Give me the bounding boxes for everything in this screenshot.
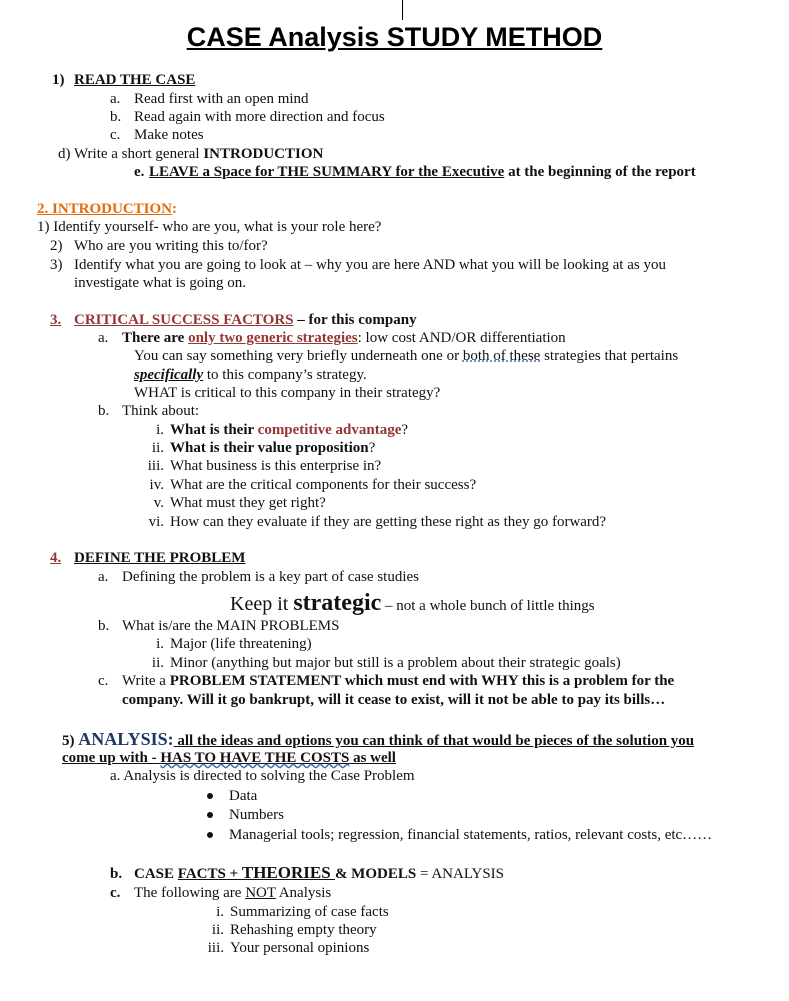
s3-sub-4-text: What must they get right? [170,495,326,511]
s4-a-text: Defining the problem is a key part of case studies [122,569,419,585]
list-item [98,568,419,586]
list-item [188,903,389,921]
list-item [98,617,339,635]
s2-heading: 2. INTRODUCTION [37,201,173,217]
s4-sub-1-marker: ii. [151,655,164,671]
text-cursor [402,0,403,20]
s5-c-not: NOT [245,885,276,901]
s4-sub-0-marker: i. [156,636,164,652]
s3-sub-0-bold: What is their [170,422,258,438]
list-item: Data [229,788,258,804]
s5-c-pre: The following are [134,885,246,901]
bullet-icon [207,812,213,818]
s4-sub-0-text: Major (life threatening) [170,636,312,652]
s3-a-marker: a. [98,330,109,346]
s2-items-1-text: Identify what you are going to look at – why you are here AND what you will be looking at as you [74,257,666,273]
s3-a-rest: : low cost AND/OR differentiation [357,330,566,346]
s5-sub-2-text: Your personal opinions [230,940,370,956]
s4-a-marker: a. [98,569,109,585]
s2-colon: : [172,201,178,217]
s3-a-line2-dotted: both of these [462,348,541,364]
s4-keep-bold: strategic [293,590,382,616]
s3-sub-2-text: What business is this enterprise in? [170,458,382,474]
list-item: Managerial tools; regression, financial statements, ratios, relevant costs, etc…… [229,827,713,843]
list-item [110,108,385,126]
s3-num: 3. [50,312,62,328]
list-item [98,402,199,420]
s4-keep-post: – not a whole bunch of little things [381,598,595,614]
s5-heading: ANALYSIS: [78,729,174,749]
s4-sub-1-text: Minor (anything but major but still is a problem about their strategic goals) [170,655,621,671]
s3-a-line2-pre: You can say something very briefly underneath one or [134,348,463,364]
section-3-heading [50,311,417,329]
list-item [110,90,309,108]
s2-items-0-text: Who are you writing this to/for? [74,238,268,254]
list-item-continuation: WHAT is critical to this company in their strategy? [134,385,441,401]
s3-sub-0-colored: competitive advantage [257,422,402,438]
list-item [128,476,476,494]
s1-num: 1) [52,72,65,88]
s5-line1-rest: all the ideas and options you can think of that would be pieces of the solution you [173,733,695,749]
generic-strategies-link: only two generic strategies [188,330,358,346]
s5-sub-0-marker: i. [216,904,224,920]
s3-sub-1-bold: What is their value proposition [170,440,369,456]
s5-line2-c: as well [349,750,396,766]
s3-sub-1-marker: ii. [151,440,164,456]
s4-c-bold: PROBLEM STATEMENT which must end with WHY this is a problem for the [169,673,675,689]
section-2-heading [37,200,177,218]
s1-items-0-text: Read first with an open mind [134,91,309,107]
s4-heading: DEFINE THE PROBLEM [74,550,246,566]
s5-b-part2: FACTS + [177,866,242,882]
list-item [128,513,606,531]
list-item [128,494,326,512]
list-item [188,921,377,939]
list-item [50,237,268,255]
s1-e-marker: e. [134,164,145,180]
s1-items-2-text: Make notes [134,127,204,143]
s3-sub-4-marker: v. [153,495,164,511]
s3-b-text: Think about: [122,403,200,419]
section-5-heading-continuation [62,749,396,767]
s3-sub-3-marker: iv. [149,477,164,493]
list-item [110,884,331,902]
s3-a-line2-post: strategies that pertains [540,348,679,364]
s1-d-prefix: d) Write a short general [58,146,204,162]
s1-e-rest: at the beginning of the report [504,164,696,180]
s3-sub-2-marker: iii. [147,458,164,474]
list-item [58,145,323,163]
s5-num: 5) [62,733,79,749]
list-item [50,256,666,274]
s5-b-marker: b. [110,866,123,882]
s5-sub-2-marker: iii. [207,940,224,956]
s3-heading-suffix: – for this company [293,312,417,328]
s3-sub-5-text: How can they evaluate if they are getting these right as they go forward? [170,514,607,530]
s5-b-part4: & MODELS [334,866,417,882]
section-1-heading [52,71,195,89]
s3-a-line3-em: specifically [134,367,204,383]
list-item: a. Analysis is directed to solving the Case Problem [110,768,415,784]
s5-sub-1-marker: ii. [211,922,224,938]
list-item [110,126,204,144]
s5-c-post: Analysis [275,885,332,901]
list-item [128,421,408,439]
list-item-continuation [134,366,367,384]
bullet-icon [207,832,213,838]
s4-keep-pre: Keep it [230,593,294,615]
s5-sub-1-text: Rehashing empty theory [230,922,377,938]
list-item [128,457,381,475]
list-item: 1) Identify yourself- who are you, what is your role here? [37,219,382,235]
s4-b-marker: b. [98,618,110,634]
section-4-heading [50,549,245,567]
list-item-continuation: company. Will it go bankrupt, will it cease to exist, will it not be able to pay its bills… [122,692,666,708]
list-item-continuation [134,347,678,365]
s5-b-part5: = ANALYSIS [416,866,505,882]
document-title: CASE Analysis STUDY METHOD [186,22,603,52]
s1-heading: READ THE CASE [74,72,196,88]
s1-items-0-marker: a. [110,91,121,107]
s3-sub-5-marker: vi. [148,514,164,530]
list-item [128,439,375,457]
s2-items-0-marker: 2) [50,238,63,254]
list-item [128,635,312,653]
s4-num: 4. [50,550,62,566]
s3-b-marker: b. [98,403,110,419]
s5-c-marker: c. [110,885,121,901]
list-item [128,654,621,672]
s1-d-bold: INTRODUCTION [203,146,324,162]
s4-b-text: What is/are the MAIN PROBLEMS [122,618,340,634]
s3-a-line3-rest: to this company’s strategy. [203,367,367,383]
s1-e-underlined: LEAVE a Space for THE SUMMARY for the Executive [149,164,505,180]
list-item [98,329,566,347]
s3-a-bold: There are [122,330,189,346]
keep-it-strategic [230,590,595,619]
s4-c-marker: c. [98,673,109,689]
s5-b-part3: THEORIES [241,863,335,882]
s1-items-1-marker: b. [110,109,122,125]
s3-sub-1-rest: ? [368,440,376,456]
s2-items-1-marker: 3) [50,257,63,273]
s3-heading: CRITICAL SUCCESS FACTORS [74,312,294,328]
bullet-icon [207,793,213,799]
list-item [110,864,504,883]
list-item [98,672,674,690]
s5-line2-a: come up with - [62,750,161,766]
s3-sub-3-text: What are the critical components for their success? [170,477,477,493]
list-item-continuation: investigate what is going on. [74,275,247,291]
s1-items-1-text: Read again with more direction and focus [134,109,385,125]
list-item [188,939,369,957]
s3-sub-0-rest: ? [401,422,409,438]
s4-c-pre: Write a [122,673,170,689]
s5-sub-0-text: Summarizing of case facts [230,904,389,920]
list-item: Numbers [229,807,284,823]
s3-sub-0-marker: i. [156,422,164,438]
s5-line2-b: HAS TO HAVE THE COSTS [160,750,350,766]
s1-items-2-marker: c. [110,127,121,143]
s5-b-part1: CASE [134,866,178,882]
list-item [134,163,696,181]
